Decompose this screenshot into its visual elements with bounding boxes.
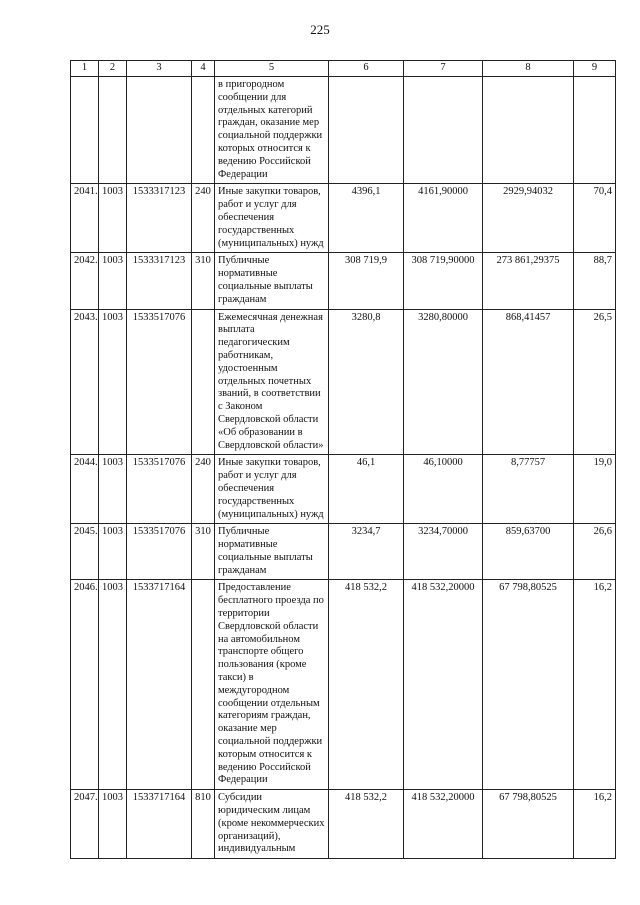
execution-percent: 70,4 [574,184,616,253]
column-header: 1 [71,61,99,77]
expense-type [192,580,215,790]
section-code: 1003 [99,524,127,580]
plan-amount: 308 719,90000 [404,253,483,309]
budget-table [70,60,616,859]
table-row [71,455,616,524]
section-code: 1003 [99,309,127,455]
executed-amount: 8,77757 [483,455,574,524]
expense-type: 310 [192,524,215,580]
row-number: 2044. [71,455,99,524]
plan-amount: 46,10000 [404,455,483,524]
column-header: 4 [192,61,215,77]
row-number: 2042. [71,253,99,309]
description-cell: Ежемесячная денежная выплата педагогическим работникам, удостоенным отдельных почетных званий, в соответствии с Законом Свердловской области «Об образовании в Свердловской области» [215,309,329,455]
plan-amount: 418 532,20000 [404,790,483,859]
section-code: 1003 [99,184,127,253]
executed-amount: 273 861,29375 [483,253,574,309]
approved-amount: 418 532,2 [329,790,404,859]
column-header: 3 [127,61,192,77]
approved-amount: 4396,1 [329,184,404,253]
execution-percent: 88,7 [574,253,616,309]
approved-amount: 3234,7 [329,524,404,580]
table-row [71,309,616,455]
section-code: 1003 [99,253,127,309]
table-row [71,184,616,253]
table-row [71,253,616,309]
approved-amount: 3280,8 [329,309,404,455]
target-code: 1533517076 [127,455,192,524]
plan-amount: 4161,90000 [404,184,483,253]
approved-amount: 418 532,2 [329,580,404,790]
target-code: 1533317123 [127,253,192,309]
table-row [71,524,616,580]
plan-amount: 3234,70000 [404,524,483,580]
description-cell: Публичные нормативные социальные выплаты гражданам [215,524,329,580]
column-header: 9 [574,61,616,77]
approved-amount: 46,1 [329,455,404,524]
expense-type: 240 [192,455,215,524]
execution-percent: 26,6 [574,524,616,580]
header-row [71,61,616,77]
expense-type: 310 [192,253,215,309]
table-row [71,580,616,790]
target-code: 1533517076 [127,524,192,580]
executed-amount: 2929,94032 [483,184,574,253]
target-code: 1533517076 [127,309,192,455]
execution-percent: 16,2 [574,790,616,859]
execution-percent: 19,0 [574,455,616,524]
executed-amount: 868,41457 [483,309,574,455]
column-header: 5 [215,61,329,77]
execution-percent: 16,2 [574,580,616,790]
description-cell: Иные закупки товаров, работ и услуг для обеспечения государственных (муниципальных) нужд [215,184,329,253]
section-code: 1003 [99,455,127,524]
row-number: 2046. [71,580,99,790]
continuation-row [71,77,616,184]
target-code: 1533317123 [127,184,192,253]
table-body [71,184,616,859]
plan-amount: 3280,80000 [404,309,483,455]
executed-amount: 67 798,80525 [483,790,574,859]
section-code: 1003 [99,580,127,790]
execution-percent: 26,5 [574,309,616,455]
row-number: 2045. [71,524,99,580]
row-number: 2041. [71,184,99,253]
approved-amount: 308 719,9 [329,253,404,309]
section-code: 1003 [99,790,127,859]
column-header: 8 [483,61,574,77]
row-number: 2043. [71,309,99,455]
continuation-description: в пригородном сообщении для отдельных категорий граждан, оказание мер социальной поддержки которых относится к ведению Российской Федерации [215,77,329,184]
expense-type [192,309,215,455]
row-number: 2047. [71,790,99,859]
expense-type: 240 [192,184,215,253]
description-cell: Иные закупки товаров, работ и услуг для обеспечения государственных (муниципальных) нужд [215,455,329,524]
column-header: 2 [99,61,127,77]
plan-amount: 418 532,20000 [404,580,483,790]
expense-type: 810 [192,790,215,859]
executed-amount: 67 798,80525 [483,580,574,790]
target-code: 1533717164 [127,580,192,790]
target-code: 1533717164 [127,790,192,859]
page-number: 225 [310,22,330,37]
table-row [71,790,616,859]
executed-amount: 859,63700 [483,524,574,580]
description-cell: Предоставление бесплатного проезда по территории Свердловской области на автомобильном транспорте общего пользования (кроме такси) в междугородном сообщении отдельным категориям граждан, оказание мер социальной поддержки которым относится к ведению Российской Федерации [215,580,329,790]
column-header: 7 [404,61,483,77]
column-header: 6 [329,61,404,77]
description-cell: Публичные нормативные социальные выплаты гражданам [215,253,329,309]
description-cell: Субсидии юридическим лицам (кроме некоммерческих организаций), индивидуальным [215,790,329,859]
